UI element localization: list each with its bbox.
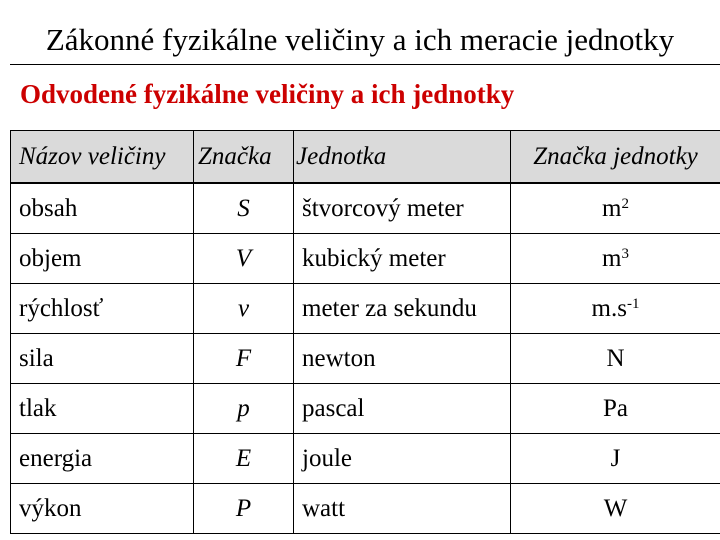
quantity-name: objem [11, 234, 194, 284]
table-row [11, 183, 720, 234]
quantity-name: tlak [11, 384, 194, 434]
quantity-symbol: P [194, 484, 294, 534]
unit-symbol-base: Pa [603, 394, 628, 422]
table-row [11, 434, 720, 484]
unit-symbol [511, 384, 720, 434]
unit-symbol-exponent: 2 [621, 195, 629, 212]
unit-symbol [511, 183, 720, 234]
slide-subtitle: Odvodené fyzikálne veličiny a ich jednotky [20, 79, 515, 109]
unit-name: pascal [294, 384, 511, 434]
unit-symbol [511, 284, 720, 334]
unit-name: joule [294, 434, 511, 484]
unit-symbol [511, 334, 720, 384]
unit-symbol-base: N [606, 344, 625, 372]
table-row [11, 234, 720, 284]
quantity-name: výkon [11, 484, 194, 534]
unit-name: newton [294, 334, 511, 384]
table-row [11, 384, 720, 434]
unit-name: watt [294, 484, 511, 534]
table-row [11, 484, 720, 534]
table-header-row [11, 131, 720, 184]
unit-name: štvorcový meter [294, 183, 511, 234]
unit-name: meter za sekundu [294, 284, 511, 334]
header-symbol: Značka [194, 131, 294, 184]
quantity-symbol: F [194, 334, 294, 384]
header-quantity-name: Názov veličiny [11, 131, 194, 184]
unit-symbol [511, 484, 720, 534]
quantity-name: obsah [11, 183, 194, 234]
header-unit-symbol: Značka jednotky [511, 131, 720, 184]
unit-symbol-exponent: 3 [621, 245, 629, 262]
quantity-name: sila [11, 334, 194, 384]
unit-symbol-base: m.s [591, 294, 627, 322]
quantity-name: energia [11, 434, 194, 484]
unit-symbol-base: m [602, 244, 622, 272]
quantity-symbol: E [194, 434, 294, 484]
unit-symbol-base: W [603, 494, 628, 522]
unit-symbol-exponent: -1 [626, 295, 640, 312]
slide-title: Zákonné fyzikálne veličiny a ich meracie jednotky [45, 22, 675, 57]
unit-symbol-base: J [610, 444, 621, 472]
unit-symbol-base: m [602, 194, 622, 222]
table-row [11, 334, 720, 384]
unit-symbol [511, 434, 720, 484]
quantity-symbol: p [194, 384, 294, 434]
header-unit: Jednotka [294, 131, 511, 184]
unit-name: kubický meter [294, 234, 511, 284]
table-row [11, 284, 720, 334]
quantity-symbol: v [194, 284, 294, 334]
unit-symbol [511, 234, 720, 284]
title-divider [10, 64, 720, 65]
quantity-symbol: S [194, 183, 294, 234]
units-table [10, 130, 720, 534]
quantity-name: rýchlosť [11, 284, 194, 334]
quantity-symbol: V [194, 234, 294, 284]
